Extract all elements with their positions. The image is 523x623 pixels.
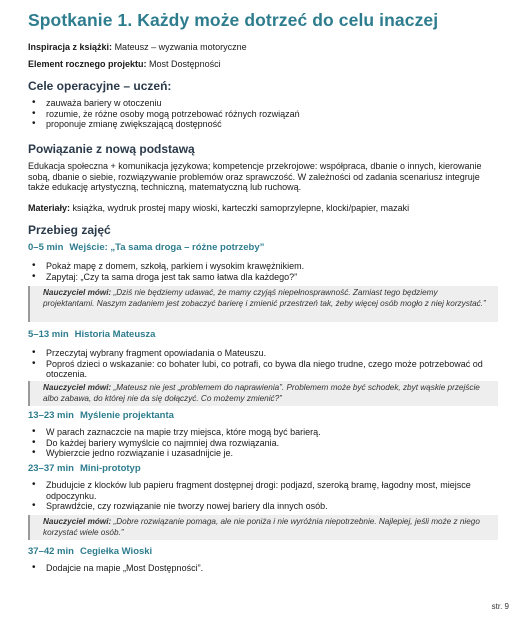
- list-item: • Dodajcie na mapie „Most Dostępności”.: [31, 563, 203, 574]
- meta-value: Most Dostępności: [149, 59, 221, 69]
- segment-time: 13–23 min: [28, 410, 74, 421]
- segment-time: 37–42 min: [28, 546, 74, 557]
- segment-list: [31, 563, 203, 574]
- list-item: • proponuje zmianę zwiększającą dostępność: [31, 119, 300, 130]
- segment-heading: [28, 242, 264, 253]
- segment-time: 5–13 min: [28, 329, 69, 340]
- list-item: • Wybierzcie jedno rozwiązanie i uzasadnijcie je.: [31, 448, 321, 459]
- curriculum-heading: Powiązanie z nową podstawą: [28, 142, 195, 156]
- list-item: • Pokaż mapę z domem, szkołą, parkiem i wysokim krawężnikiem.: [31, 261, 304, 272]
- list-item: • zauważa bariery w otoczeniu: [31, 98, 300, 109]
- meta-inspiration: [28, 42, 247, 52]
- segment-list: [31, 261, 304, 282]
- list-item: • Poproś dzieci o wskazanie: co bohater lubi, co potrafi, co bywa dla niego trudne, czego może potrzebować od otoczenia.: [31, 359, 496, 380]
- list-item: • Przeczytaj wybrany fragment opowiadania o Mateuszu.: [31, 348, 496, 359]
- segment-heading: [28, 410, 174, 421]
- materials-value: książka, wydruk prostej mapy wioski, karteczki samoprzylepne, klocki/papier, mazaki: [72, 203, 410, 213]
- meta-project-element: [28, 59, 221, 69]
- segment-list: [31, 480, 496, 512]
- segment-title: Cegiełka Wioski: [79, 546, 153, 557]
- schedule-heading: Przebieg zajęć: [28, 223, 111, 237]
- list-item: • Do każdej bariery wymyślcie co najmniej dwa rozwiązania.: [31, 438, 321, 449]
- segment-list: [31, 348, 496, 380]
- quote-label: Nauczyciel mówi:: [43, 288, 112, 297]
- materials-label: Materiały:: [28, 203, 71, 213]
- segment-time: 23–37 min: [28, 463, 74, 474]
- segment-title: Historia Mateusza: [74, 329, 156, 340]
- segment-title: Myślenie projektanta: [79, 410, 174, 421]
- teacher-quote: [28, 381, 498, 406]
- quote-label: Nauczyciel mówi:: [43, 517, 112, 526]
- teacher-quote: [28, 515, 498, 540]
- meta-value: Mateusz – wyzwania motoryczne: [114, 42, 247, 52]
- quote-label: Nauczyciel mówi:: [43, 383, 112, 392]
- goals-heading: Cele operacyjne – uczeń:: [28, 79, 172, 93]
- segment-heading: [28, 329, 155, 340]
- list-item: • Zbudujcie z klocków lub papieru fragment dostępnej drogi: podjazd, szeroką bramę, łagodny most, miejsce odpoczynku.: [31, 480, 496, 501]
- quote-text: „Dobre rozwiązanie pomaga, ale nie poniża i nie wyróżnia niepotrzebnie. Najlepiej, jeśli może z niego korzystać wiele osób.”: [43, 517, 480, 537]
- materials-line: [28, 203, 498, 214]
- segment-time: 0–5 min: [28, 242, 64, 253]
- list-item: • rozumie, że różne osoby mogą potrzebować różnych rozwiązań: [31, 109, 300, 120]
- segment-heading: [28, 463, 141, 474]
- quote-text: „Dziś nie będziemy udawać, że mamy czyjąś niepełnosprawność. Zamiast tego będziemy projektantami. Naszym zadaniem jest zobaczyć barierę i zmienić przestrzeń tak, żeby więcej osób mogło z niej korzystać.”: [43, 288, 486, 308]
- segment-title: Mini-prototyp: [79, 463, 141, 474]
- segment-title: Wejście: „Ta sama droga – różne potrzeby”: [69, 242, 265, 253]
- goals-list: [31, 98, 300, 130]
- page-number: str. 9: [491, 602, 509, 611]
- quote-text: „Mateusz nie jest „problemem do naprawienia”. Problemem może być schodek, zbyt wąskie przejście albo zabawa, do której nie da się dołączyć. Co możemy zmienić?”: [43, 383, 480, 403]
- list-item: • Zapytaj: „Czy ta sama droga jest tak samo łatwa dla każdego?”: [31, 272, 304, 283]
- segment-list: [31, 427, 321, 459]
- meta-label: Element rocznego projektu:: [28, 59, 147, 69]
- teacher-quote: [28, 286, 498, 322]
- meta-label: Inspiracja z książki:: [28, 42, 113, 52]
- page-title: Spotkanie 1. Każdy może dotrzeć do celu inaczej: [28, 10, 439, 30]
- curriculum-paragraph: Edukacja społeczna + komunikacja językowa; kompetencje przekrojowe: współpraca, dbanie o innych, kierowanie sobą, dbanie o siebie, rozwiązywanie problemów oraz sprawczość. W zależności od zadania scenariusz integruje także edukację artystyczną, techniczną, matematyczną lub ruchową.: [28, 161, 482, 192]
- list-item: • W parach zaznaczcie na mapie trzy miejsca, które mogą być barierą.: [31, 427, 321, 438]
- list-item: • Sprawdźcie, czy rozwiązanie nie tworzy nowej bariery dla innych osób.: [31, 501, 496, 512]
- segment-heading: [28, 546, 152, 557]
